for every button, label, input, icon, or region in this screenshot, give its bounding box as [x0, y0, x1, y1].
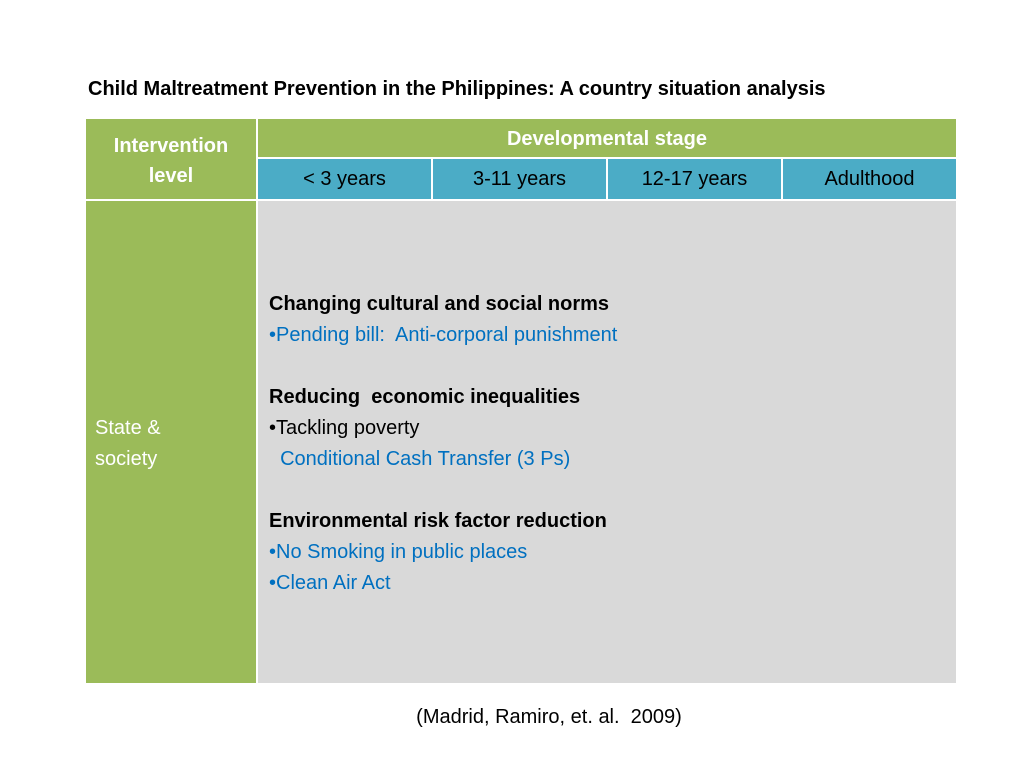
- intervention-table: [86, 119, 956, 683]
- section-heading: Changing cultural and social norms: [269, 293, 610, 315]
- list-item: [269, 320, 946, 351]
- list-item-text: Clean Air Act: [276, 572, 391, 594]
- list-item: [269, 413, 946, 444]
- spacer: [269, 475, 946, 506]
- stage-cell-12-17: 12-17 years: [608, 159, 783, 201]
- list-item: [269, 537, 946, 568]
- section-heading: Reducing economic inequalities: [269, 386, 581, 408]
- list-item-text: Conditional Cash Transfer (3 Ps): [269, 448, 571, 470]
- intervention-level-header-line2: level: [148, 165, 194, 187]
- section-heading: Environmental risk factor reduction: [269, 510, 607, 532]
- intervention-level-header: [86, 119, 258, 201]
- list-item-text: No Smoking in public places: [276, 541, 528, 563]
- stage-columns-row: [258, 159, 956, 201]
- bullet: •: [269, 541, 277, 563]
- citation: (Madrid, Ramiro, et. al. 2009): [416, 706, 682, 728]
- list-item: [269, 568, 946, 599]
- list-item: [269, 444, 946, 475]
- slide-title: Child Maltreatment Prevention in the Philippines: A country situation analysis: [88, 78, 826, 100]
- bullet: •: [269, 417, 277, 439]
- stage-cell-3-11: 3-11 years: [433, 159, 608, 201]
- list-item-text: Pending bill: Anti-corporal punishment: [276, 324, 618, 346]
- intervention-level-header-line1: Intervention: [113, 135, 229, 157]
- stage-cell-adulthood: Adulthood: [783, 159, 956, 201]
- bullet: •: [269, 572, 277, 594]
- row-level-state-society: [86, 201, 258, 683]
- stage-cell-under-3: < 3 years: [258, 159, 433, 201]
- developmental-stage-header: Developmental stage: [258, 119, 956, 159]
- list-item-text: Tackling poverty: [276, 417, 420, 439]
- bullet: •: [269, 324, 277, 346]
- row-level-line1: State &: [95, 417, 161, 439]
- spacer: [269, 351, 946, 382]
- interventions-content: [258, 201, 956, 683]
- row-level-line2: society: [95, 448, 158, 470]
